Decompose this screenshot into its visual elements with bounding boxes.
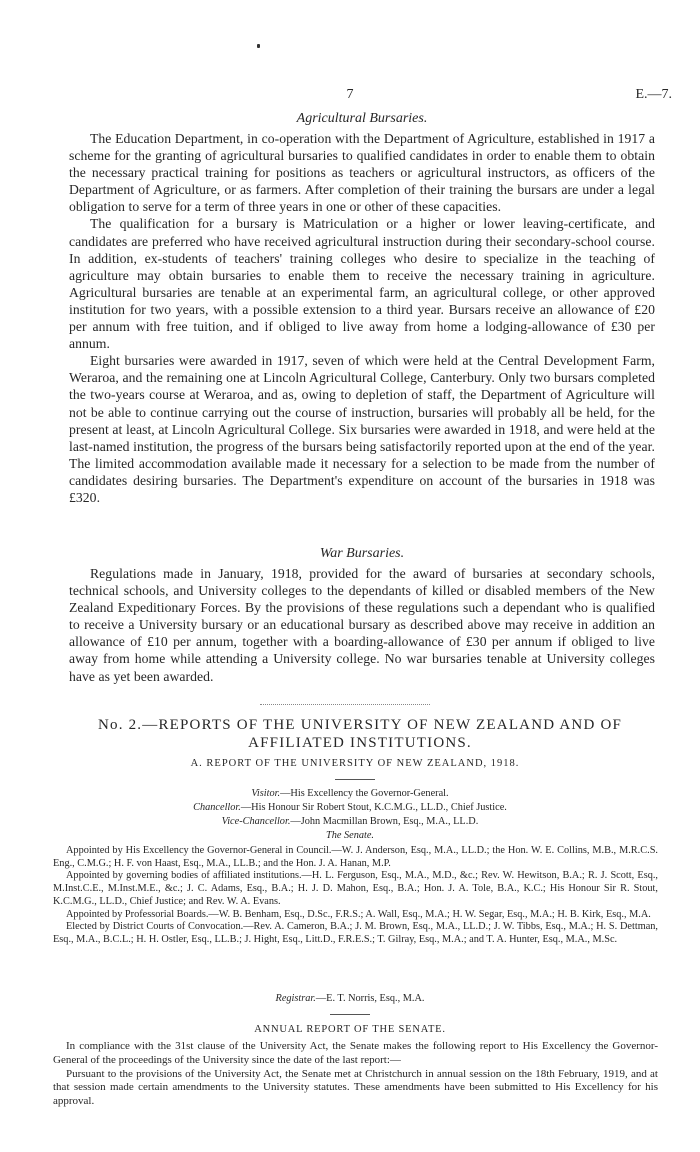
war-bursaries-section — [69, 545, 655, 685]
vice-chancellor-value: —John Macmillan Brown, Esq., M.A., LL.D. — [290, 816, 479, 827]
section-divider — [260, 704, 430, 705]
agricultural-paragraph-1: The Education Department, in co-operation with the Department of Agriculture, established in 1917 a scheme for the granting of agricultural bursaries to qualified candidates in order to enable them to obtain the necessary practical training for positions as teachers or agricultural instructors, as officers of the Department of Agriculture, or as farmers. After completion of their training the bursars are under a legal obligation to serve for a term of three years in one or other of these capacities. — [69, 131, 655, 215]
chancellor-value: —His Honour Sir Robert Stout, K.C.M.G., LL.D., Chief Justice. — [240, 802, 507, 813]
visitor-label: Visitor. — [251, 788, 281, 799]
visitor-value: —His Excellency the Governor-General. — [280, 788, 449, 799]
registrar-line — [100, 993, 600, 1006]
report-title — [60, 716, 660, 752]
vice-chancellor-line — [100, 816, 600, 829]
registrar-rule — [330, 1014, 370, 1015]
vice-chancellor-label: Vice-Chancellor. — [221, 816, 291, 827]
registrar-value: —E. T. Norris, Esq., M.A. — [315, 993, 425, 1004]
senate-members-governor: Appointed by His Excellency the Governor-General in Council.—W. J. Anderson, Esq., M.A., LL.D.; the Hon. W. E. Collins, M.B., M.R.C.S. Eng., C.M.G.; H. F. von Haast, Esq., M.A., LL.B.; and the Hon. J. A. Hanan, M.P. — [53, 845, 658, 869]
agricultural-paragraph-2: The qualification for a bursary is Matriculation or a higher or lower leaving-certificate, and candidates are preferred who have received agricultural instruction during their secondary-school course. In addition, ex-students of teachers' training colleges who desire to specialize in the teaching of agriculture may obtain bursaries to enable them to receive the necessary training in agriculture. Agricultural bursaries are tenable at an experimental farm, an agricultural college, or other approved institution for two years, with a possible extension to a third year. Bursars receive an allowance of £20 per annum with free tuition, and if obliged to live away from home a lodging-allowance of £30 per annum. — [69, 216, 655, 352]
senate-members-convocation: Elected by District Courts of Convocation.—Rev. A. Cameron, B.A.; J. M. Brown, Esq., M.A., LL.D.; J. W. Tibbs, Esq., M.A.; H. S. Dettman, Esq., M.A., B.C.L.; H. H. Ostler, Esq., LL.B.; J. Hight, Esq., Litt.D., F.R.E.S.; T. Gilray, Esq., M.A.; and T. A. Hunter, Esq., M.A., M.Sc. — [53, 921, 658, 945]
page-code: E.—7. — [635, 87, 672, 102]
annual-report-paragraph-1: In compliance with the 31st clause of the University Act, the Senate makes the following report to His Excellency the Governor-General of the proceedings of the University since the date of the last report:— — [53, 1040, 658, 1066]
senate-heading: The Senate. — [325, 830, 375, 841]
senate-members — [53, 845, 658, 947]
visitor-line — [100, 788, 600, 801]
war-bursaries-heading: War Bursaries. — [319, 546, 405, 561]
chancellor-line — [100, 802, 600, 815]
annual-report-body — [53, 1040, 658, 1109]
senate-members-professorial: Appointed by Professorial Boards.—W. B. Benham, Esq., D.Sc., F.R.S.; A. Wall, Esq., M.A.; H. W. Segar, Esq., M.A.; H. B. Kirk, Esq., M.A. — [66, 908, 651, 920]
senate-members-governing-bodies: Appointed by governing bodies of affiliated institutions.—H. L. Ferguson, Esq., M.A., M.D., &c.; Rev. W. Hewitson, B.A.; R. J. Scott, Esq., M.Inst.C.E., M.Inst.M.E., &c.; J. C. Adams, Esq., B.A.; H. J. D. Mahon, Esq., B.A.; Hon. J. A. Tole, B.A., K.C.; His Honour Sir R. Stout, K.C.M.G., LL.D., Chief Justice; and Rev. W. A. Evans. — [53, 870, 658, 907]
registrar-label: Registrar. — [275, 993, 316, 1004]
page-number: 7 — [346, 87, 354, 102]
subtitle-rule — [335, 779, 375, 780]
agricultural-paragraph-3: Eight bursaries were awarded in 1917, seven of which were held at the Central Development Farm, Weraroa, and the remaining one at Lincoln Agricultural College, Canterbury. Only two bursars completed the two-years course at Weraroa, and as, owing to depletion of staff, the Department of Agriculture will not be able to continue carrying out the course of instruction, bursaries will probably all be held, for the present at least, at Lincoln Agricultural College. Six bursaries were awarded in 1918, and were held at the last-named institution, the progress of the bursars being satisfactorily reported upon at the end of the year. The limited accommodation available made it necessary for a selection to be made from the number of candidates desiring bursaries. The Department's expenditure on account of the bursaries in 1918 was £320. — [69, 353, 655, 505]
war-paragraph: Regulations made in January, 1918, provided for the award of bursaries at secondary schools, technical schools, and University colleges to the dependants of killed or disabled members of the New Zealand Expeditionary Forces. By the provisions of these regulations such a dependant who is qualified to receive a University bursary or an educational bursary as described above may receive in addition an allowance of £10 per annum, together with a boarding-allowance of £30 per annum if obliged to live away from home while attending a University college. No war bursaries tenable at University colleges have as yet been awarded. — [69, 566, 655, 684]
agricultural-bursaries-section — [69, 110, 655, 506]
chancellor-label: Chancellor. — [193, 802, 241, 813]
annual-report-paragraph-2: Pursuant to the provisions of the University Act, the Senate met at Christchurch in annual session on the 18th February, 1919, and at that session made certain amendments to the University statutes. These amendments have been submitted to His Excellency for his approval. — [53, 1067, 658, 1108]
report-title-line-2: AFFILIATED INSTITUTIONS. — [248, 735, 472, 751]
scan-speck — [257, 44, 260, 48]
report-title-line-1: No. 2.—REPORTS OF THE UNIVERSITY OF NEW ZEALAND AND OF — [97, 717, 623, 733]
annual-report-heading: ANNUAL REPORT OF THE SENATE. — [254, 1024, 446, 1035]
agricultural-bursaries-heading: Agricultural Bursaries. — [296, 111, 428, 126]
report-subtitle: A. REPORT OF THE UNIVERSITY OF NEW ZEALAND, 1918. — [190, 758, 520, 769]
